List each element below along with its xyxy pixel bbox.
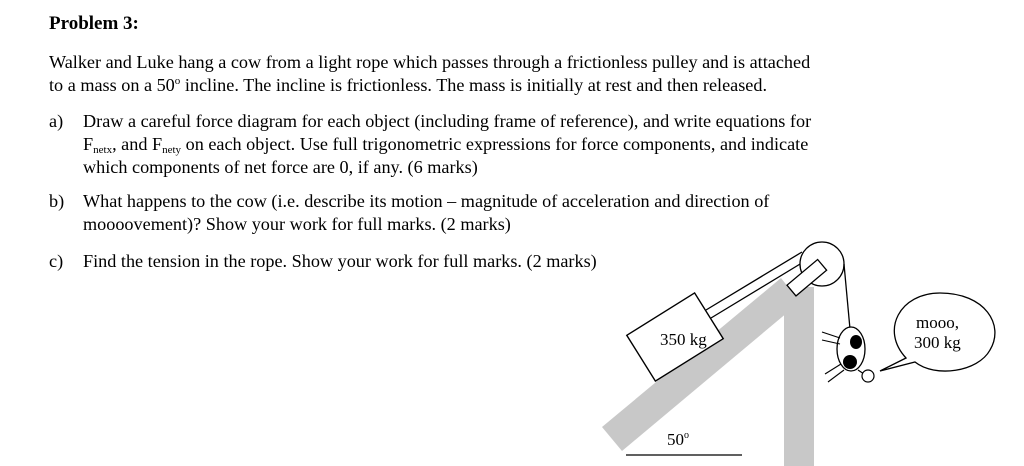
- fnetx-symbol: F: [83, 134, 94, 154]
- intro-line-1: Walker and Luke hang a cow from a light rope which passes through a frictionless pulley and is attached: [49, 52, 811, 72]
- cow-spot-lower: [843, 355, 857, 369]
- incline-angle-label: [667, 430, 689, 449]
- intro-line-2-start: to a mass on a 50: [49, 75, 175, 95]
- angle-degree-symbol: o: [684, 430, 689, 441]
- cow-drawing: [822, 327, 874, 382]
- fnety-subscript: nety: [162, 144, 182, 156]
- part-b-line-2: moooovement)? Show your work for full marks. (2 marks): [83, 214, 511, 234]
- intro-line-2-end: incline. The incline is frictionless. The mass is initially at rest and then released.: [180, 75, 768, 95]
- part-a-line-2-end: on each object. Use full trigonometric expressions for force components, and indicate: [181, 134, 809, 154]
- part-b-line-1: What happens to the cow (i.e. describe its motion – magnitude of acceleration and direction of: [83, 191, 770, 211]
- speech-line-1: mooo,: [916, 313, 959, 332]
- part-a-line-1: Draw a careful force diagram for each object (including frame of reference), and write equations for: [83, 111, 812, 131]
- part-c-label: c): [49, 251, 64, 271]
- cow-leg-4: [828, 370, 844, 382]
- cow-leg-3: [825, 364, 841, 374]
- cow-spot-upper: [850, 335, 862, 349]
- block-mass-label: 350 kg: [660, 330, 707, 349]
- part-a-label: a): [49, 111, 64, 131]
- part-b-label: b): [49, 191, 65, 211]
- speech-line-2: 300 kg: [914, 333, 961, 352]
- cow-leg-1: [822, 332, 840, 338]
- angle-value: 50: [667, 430, 684, 449]
- support-post: [784, 287, 814, 466]
- part-a-line-3: which components of net force are 0, if any. (6 marks): [83, 157, 478, 177]
- problem-title: Problem 3:: [49, 13, 139, 34]
- degree-symbol: o: [174, 75, 181, 87]
- cow-head: [862, 370, 874, 382]
- fnety-symbol: , and F: [112, 134, 163, 154]
- fnetx-subscript: netx: [93, 144, 113, 156]
- part-c-line-1: Find the tension in the rope. Show your work for full marks. (2 marks): [83, 251, 597, 271]
